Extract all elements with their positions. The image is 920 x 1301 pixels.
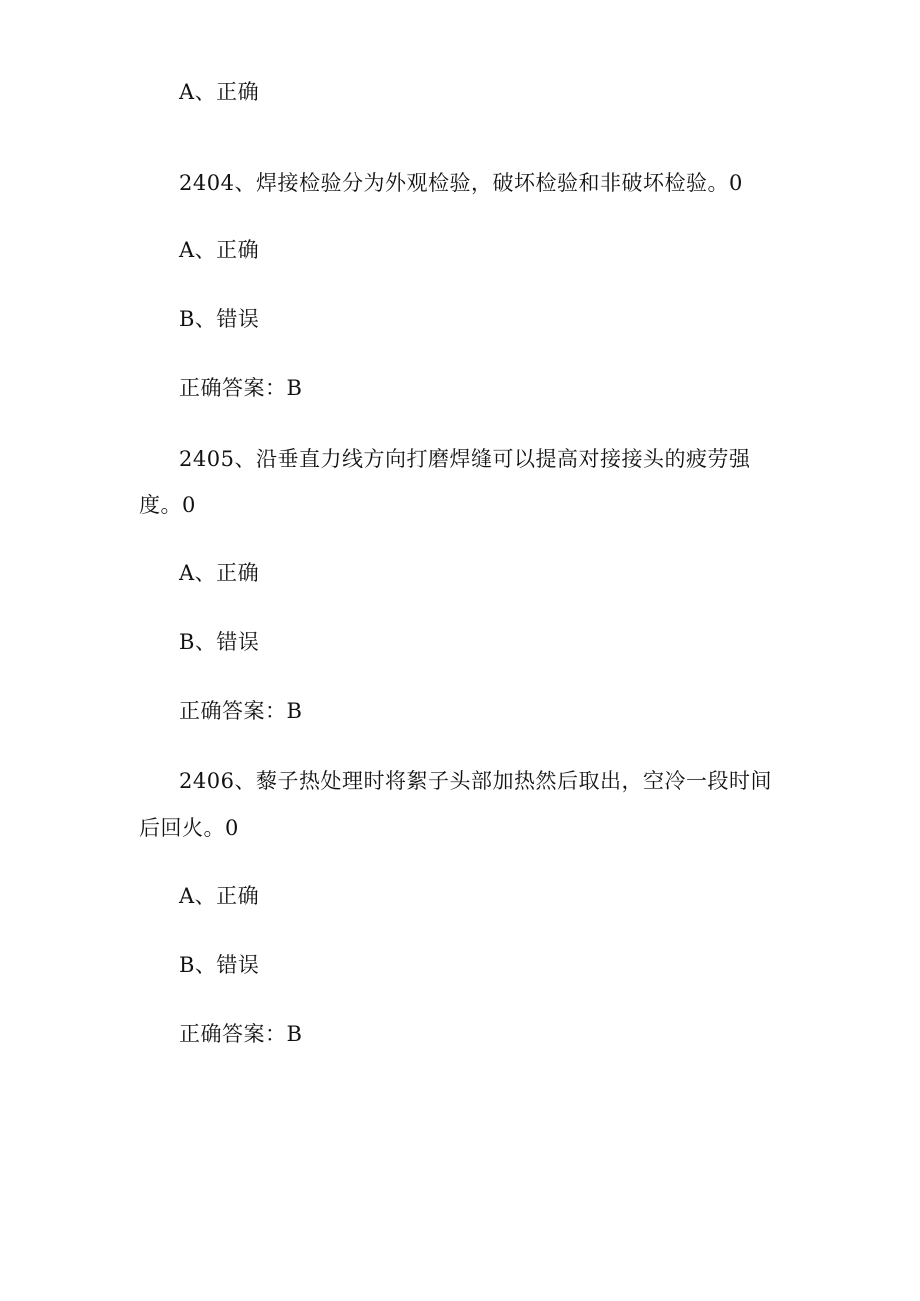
answer-2404: 正确答案：B [179,376,303,400]
option-a-2403: A、正确 [179,80,260,104]
question-2404-text: 2404、焊接检验分为外观检验，破坏检验和非破坏检验。0 [179,171,743,195]
answer-2405: 正确答案：B [179,699,303,723]
option-b-2405: B、错误 [179,630,260,654]
question-2406-text: 2406、藜子热处理时将絮子头部加热然后取出，空冷一段时间 [179,769,772,793]
option-b-2406: B、错误 [179,953,260,977]
option-a-2405: A、正确 [179,561,260,585]
option-a-2406: A、正确 [179,884,260,908]
question-2405-text-cont: 度。0 [139,493,196,517]
question-2406-text-cont: 后回火。0 [139,816,239,840]
option-b-2404: B、错误 [179,307,260,331]
question-2405-text: 2405、沿垂直力线方向打磨焊缝可以提高对接接头的疲劳强 [179,447,751,471]
answer-2406: 正确答案：B [179,1022,303,1046]
option-a-2404: A、正确 [179,238,260,262]
